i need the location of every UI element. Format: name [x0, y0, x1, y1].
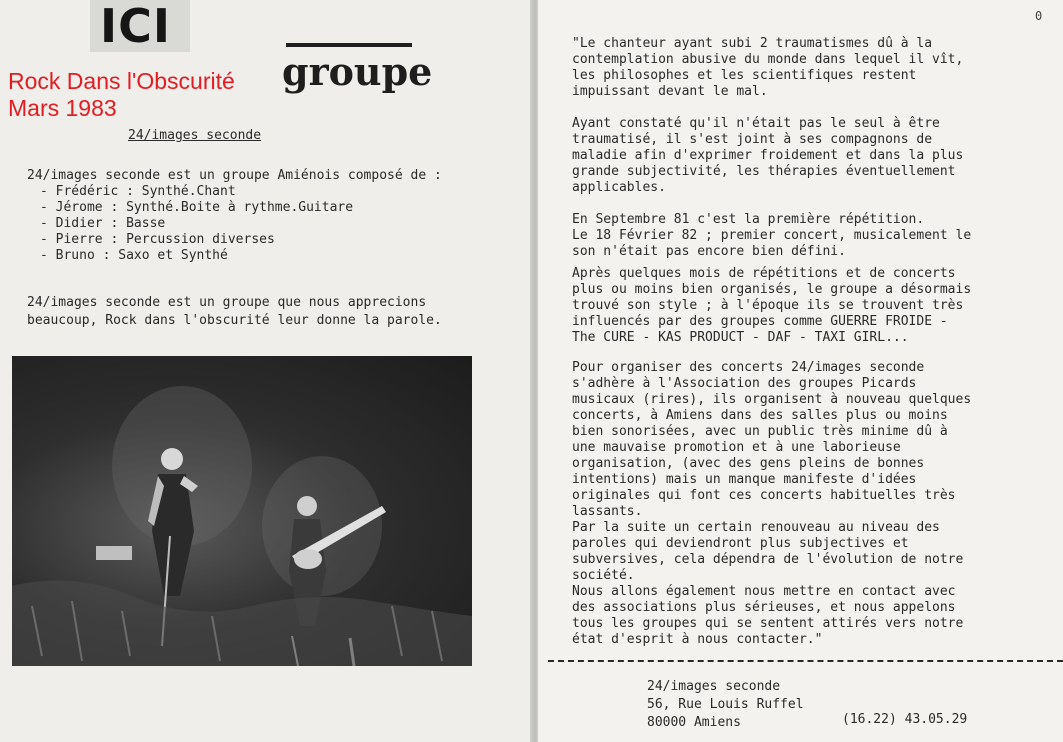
address-city: 80000 Amiens: [647, 715, 741, 730]
right-page: [538, 0, 1063, 742]
band-concert-photo: [12, 356, 472, 666]
band-intro: 24/images seconde est un groupe Amiénois composé de :: [27, 168, 442, 183]
address-name: 24/images seconde: [647, 679, 781, 694]
interview-paragraph: Pour organiser des concerts 24/images seconde s'adhère à l'Association des groupes Picards musicaux (rires), ils organisent à nouveau quelques concerts, à Amiens dans des salles plus ou moins bien sonorisées, avec un public très minime dû à une mauvaise promotion et à une laborieuse organisation, (avec des gens pleins de bonnes intentions) mais un manque manifeste d'idées originales qui font ces concerts habituelles très lassants. Par la suite un certain renouveau au niveau des paroles qui deviendront plus subjectives et subversives, cela dépendra de l'évolution de notre société. Nous allons également nous mettre en contact avec des associations plus sérieuses, et nous appelons tous les groupes qui se sentent attirés vers notre état d'esprit à nous contacter.": [572, 360, 972, 647]
member-line: - Pierre : Percussion diverses: [40, 232, 275, 247]
address-street: 56, Rue Louis Ruffel: [647, 697, 804, 712]
closing-line: 24/images seconde est un groupe que nous apprecions: [27, 295, 427, 310]
magazine-title: Rock Dans l'Obscurité: [8, 68, 235, 94]
ici-heading: ICI: [100, 0, 171, 53]
member-line: - Didier : Basse: [40, 216, 166, 231]
member-line: - Jérome : Synthé.Boite à rythme.Guitare: [40, 200, 354, 215]
page-mark: 0: [1035, 9, 1043, 23]
issue-date: Mars 1983: [8, 95, 117, 121]
member-line: - Bruno : Saxo et Synthé: [40, 248, 228, 263]
member-line: - Frédéric : Synthé.Chant: [40, 184, 236, 199]
interview-paragraph: Après quelques mois de répétitions et de concerts plus ou moins bien organisés, le groupe a désormais trouvé son style ; à l'époque ils se trouvent très influencés par des groupes comme GUERRE FROIDE - The CURE - KAS PRODUCT - DAF - TAXI GIRL...: [572, 266, 972, 345]
closing-line: beaucoup, Rock dans l'obscurité leur donne la parole.: [27, 313, 442, 328]
groupe-rule: [286, 43, 412, 47]
band-section-title: 24/images seconde: [128, 128, 262, 143]
interview-paragraph: En Septembre 81 c'est la première répétition. Le 18 Février 82 ; premier concert, musicalement le son n'était pas encore bien défini.: [572, 212, 972, 259]
interview-paragraph: Ayant constaté qu'il n'était pas le seul à être traumatisé, il s'est joint à ses compagnons de maladie afin d'exprimer froidement et dans la plus grande subjectivité, les thérapies éventuellement applicables.: [572, 116, 964, 195]
dashed-separator: [548, 660, 1063, 662]
address-phone: (16.22) 43.05.29: [842, 712, 968, 727]
interview-paragraph: "Le chanteur ayant subi 2 traumatismes dû à la contemplation abusive du monde dans lequel il vît, les philosophes et les scientifiques restent impuissant devant le mal.: [572, 36, 964, 99]
groupe-heading: groupe: [282, 49, 433, 94]
